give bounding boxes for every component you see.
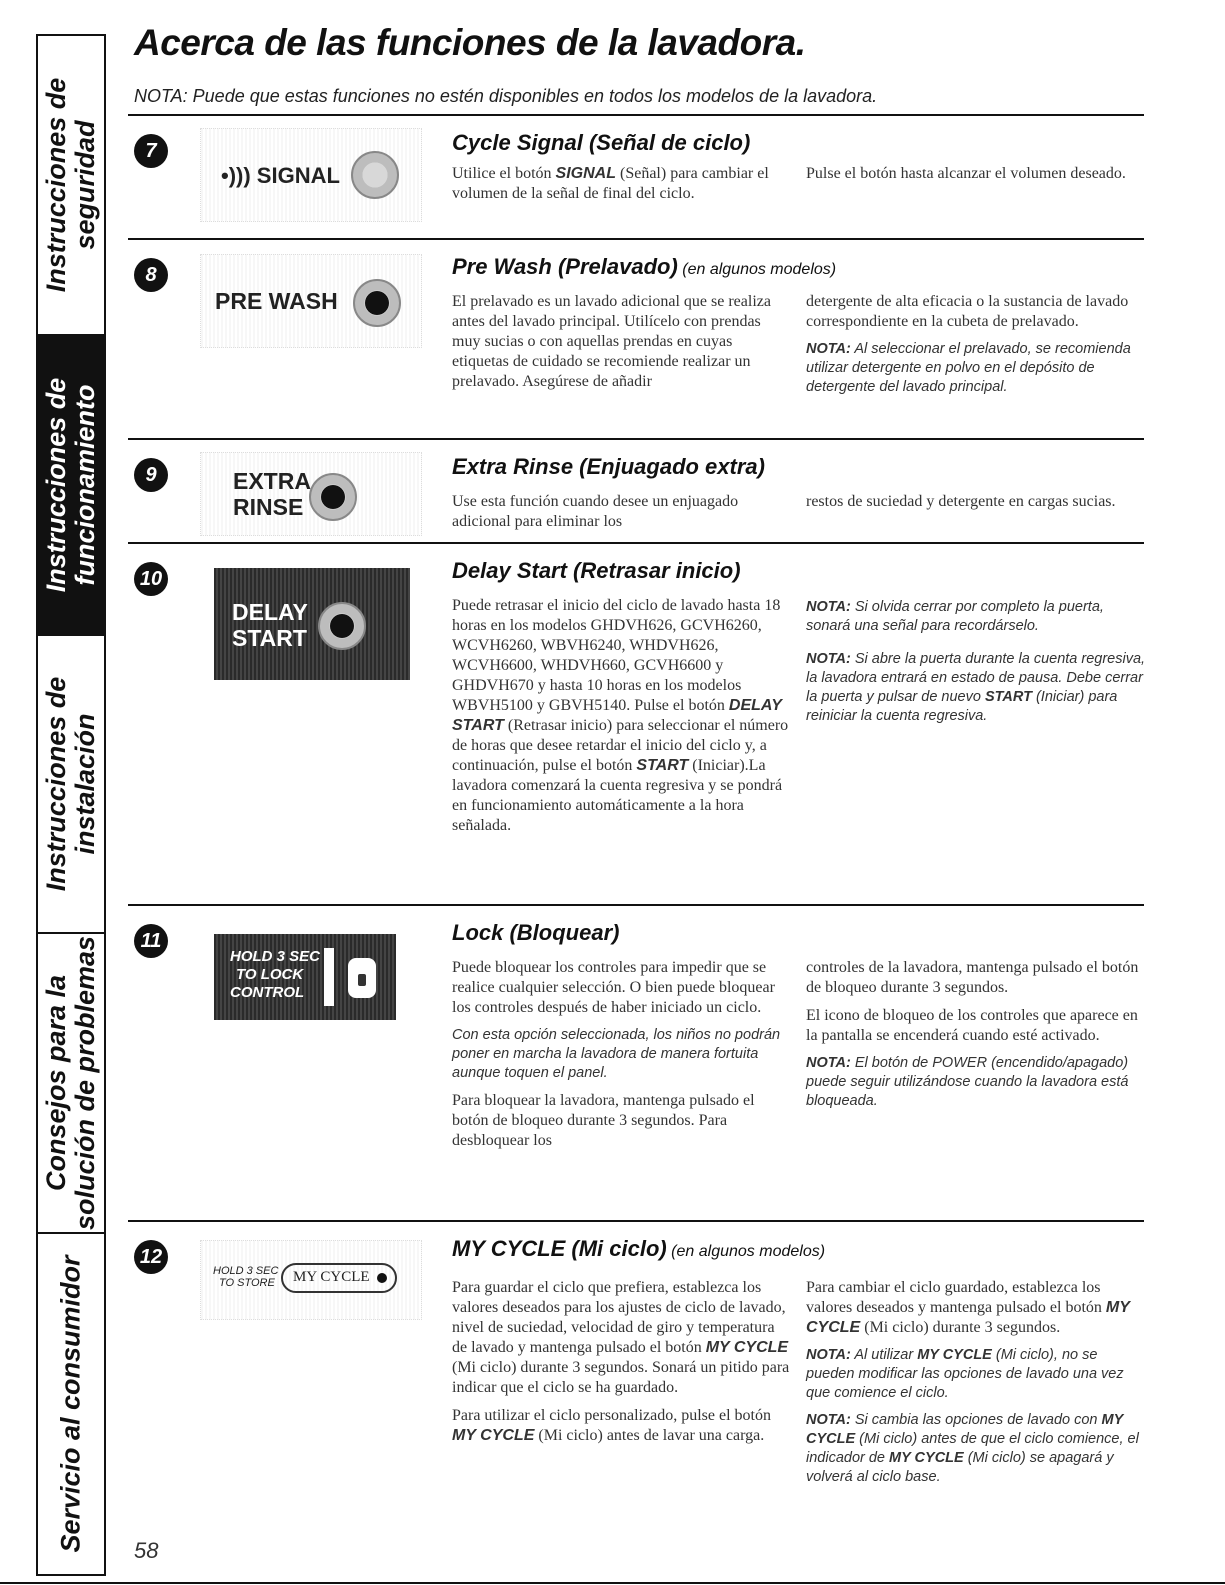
prewash-button-panel — [200, 254, 422, 348]
note — [806, 1054, 1146, 1111]
extrarinse-button-panel — [200, 452, 422, 536]
text: Para utilizar el ciclo personalizado, pulse el botón — [452, 1407, 771, 1424]
text: controles de la lavadora, mantenga pulsado el botón de bloqueo durante 3 segundos. — [806, 959, 1139, 996]
signal-button-label: •))) SIGNAL — [221, 163, 340, 188]
note — [806, 1411, 1146, 1487]
bottom-rule — [0, 1582, 1225, 1584]
tab-operating[interactable] — [38, 336, 104, 636]
note — [806, 650, 1146, 726]
mycycle-small-line2: TO STORE — [219, 1277, 275, 1289]
text: El prelavado es un lavado adicional que se realiza antes del lavado principal. Utilícelo con prendas muy sucias o con aquellas prendas en cuyas etiquetas de cuidado se recomiende realizar un prelavado. Asegúrese de añadir — [452, 293, 771, 390]
section-title — [452, 254, 836, 280]
text: Puede retrasar el inicio del ciclo de lavado hasta 18 horas en los modelos GHDVH626, GCVH6260, WCVH6260, WBVH6240, WHDVH626, WCVH6600, WHDVH660, GCVH6600 y GHDVH670 y hasta 10 horas en los modelos WBVH5100 y GBVH5140. Pulse el botón — [452, 597, 781, 714]
prewash-button-label: PRE WASH — [215, 288, 338, 314]
text: El icono de bloqueo de los controles que aparece en la pantalla se encenderá cuando esté activado. — [806, 1007, 1138, 1044]
tab-installation[interactable] — [38, 636, 104, 934]
note-text: Si cambia las opciones de lavado con — [850, 1412, 1102, 1428]
section-number: 9 — [134, 458, 168, 492]
lock-button-panel — [214, 934, 396, 1020]
section-title: Delay Start (Retrasar inicio) — [452, 558, 741, 583]
text: Para bloquear la lavadora, mantenga pulsado el botón de bloqueo durante 3 segundos. Para desbloquear los — [452, 1092, 755, 1149]
note — [806, 340, 1146, 397]
key-mycycle: MY CYCLE — [705, 1339, 789, 1356]
note-text: (Iniciar) para reiniciar la cuenta regresiva. — [806, 689, 1118, 724]
section-prewash — [128, 238, 1144, 440]
prewash-button-icon — [353, 279, 401, 327]
title-text: MY CYCLE (Mi ciclo) — [452, 1236, 667, 1261]
section-text-right — [806, 598, 1146, 734]
section-text-left — [452, 164, 792, 212]
mycycle-small-line1: HOLD 3 SEC — [213, 1265, 279, 1277]
section-number: 12 — [134, 1240, 168, 1274]
text: Pulse el botón hasta alcanzar el volumen deseado. — [806, 165, 1126, 182]
section-mycycle — [128, 1220, 1144, 1562]
tab-operating-line2: funcionamiento — [70, 384, 100, 586]
text: (Iniciar).La lavadora comenzará la cuenta regresiva y se pondrá en funcionamiento automáticamente a la hora señalada. — [452, 757, 783, 834]
note-text: Si olvida cerrar por completo la puerta, sonará una señal para recordárselo. — [806, 599, 1104, 634]
extrarinse-button-icon — [309, 473, 357, 521]
section-text-left — [452, 292, 792, 400]
text: Puede bloquear los controles para impedir que se realice cualquier selección. O bien puede bloquear los controles después de haber iniciado un ciclo. — [452, 959, 775, 1016]
section-title: Cycle Signal (Señal de ciclo) — [452, 130, 751, 155]
note-text: Al utilizar — [850, 1347, 918, 1363]
section-number: 7 — [134, 134, 168, 168]
text: restos de suciedad y detergente en cargas sucias. — [806, 493, 1116, 510]
title-text: Pre Wash (Prelavado) — [452, 254, 678, 279]
section-text-right — [806, 958, 1146, 1119]
section-title: Extra Rinse (Enjuagado extra) — [452, 454, 765, 479]
note-label: NOTA: — [806, 651, 851, 667]
text: Use esta función cuando desee un enjuagado adicional para eliminar los — [452, 493, 739, 530]
text: detergente de alta eficacia o la sustancia de lavado correspondiente en la cubeta de prelavado. — [806, 293, 1129, 330]
key-signal: SIGNAL — [555, 165, 616, 182]
text: (Mi ciclo) antes de lavar una carga. — [534, 1427, 765, 1444]
note-label: NOTA: — [806, 599, 851, 615]
note — [806, 1346, 1146, 1403]
note-label: NOTA: — [806, 1055, 851, 1071]
tab-troubleshooting-line2: solución de problemas — [70, 935, 100, 1231]
delay-button-icon — [318, 602, 366, 650]
delay-button-panel — [214, 568, 410, 680]
tab-troubleshooting[interactable] — [38, 934, 104, 1234]
section-text-right — [806, 292, 1146, 405]
key-start: START — [636, 757, 689, 774]
key-delay-start: DELAY START — [452, 697, 782, 734]
mycycle-button-panel — [200, 1240, 422, 1320]
note — [806, 598, 1146, 636]
tab-installation-line1: Instrucciones de — [41, 676, 71, 892]
tab-troubleshooting-line1: Consejos para la — [41, 974, 71, 1192]
lock-divider — [324, 948, 334, 1006]
note-text: (Mi ciclo) antes de que el ciclo comience, el indicador de — [806, 1431, 1139, 1466]
text: (Señal) para cambiar el volumen de la señal de final del ciclo. — [452, 165, 769, 202]
title-sub: (en algunos modelos) — [677, 261, 837, 278]
key-mycycle: MY CYCLE — [917, 1347, 992, 1363]
lock-label-line1: HOLD 3 SEC — [230, 948, 321, 965]
note-label: NOTA: — [806, 1347, 851, 1363]
text: Para cambiar el ciclo guardado, establezca los valores deseados y mantenga pulsado el botón — [806, 1279, 1106, 1316]
mycycle-button-label: MY CYCLE — [293, 1269, 370, 1285]
signal-button-icon — [351, 151, 399, 199]
section-text-left — [452, 1278, 792, 1454]
key-mycycle: MY CYCLE — [452, 1427, 535, 1444]
section-number: 10 — [134, 562, 168, 596]
tab-consumer-service[interactable] — [38, 1234, 104, 1574]
section-title — [452, 1236, 825, 1262]
key-start: START — [984, 689, 1032, 705]
note-text: (Mi ciclo) se apagará y volverá al ciclo base. — [806, 1450, 1114, 1485]
note-text: Al seleccionar el prelavado, se recomienda utilizar detergente en polvo en el depósito de detergente del lavado principal. — [806, 341, 1131, 395]
sidebar-tabs — [36, 34, 106, 1576]
title-sub: (en algunos modelos) — [666, 1243, 826, 1260]
text: Utilice el botón — [452, 165, 556, 182]
note-text: El botón de POWER (encendido/apagado) puede seguir utilizándose cuando la lavadora está bloqueada. — [806, 1055, 1129, 1109]
text: Para guardar el ciclo que prefiera, establezca los valores deseados para los ajustes de ciclo de lavado, nivel de suciedad, velocidad de giro y temperatura de lavado y mantenga pulsado el botón — [452, 1279, 786, 1356]
page-title: Acerca de las funciones de la lavadora. — [134, 22, 806, 63]
delay-label-line1: DELAY — [232, 599, 308, 625]
mycycle-button[interactable] — [281, 1263, 397, 1293]
section-text-left — [452, 958, 792, 1159]
lock-label-line3: CONTROL — [230, 984, 305, 1001]
lock-icon — [348, 958, 376, 998]
section-text-right — [806, 164, 1146, 192]
note-label: NOTA: — [806, 1412, 851, 1428]
note-text: (Mi ciclo), no se pueden modificar las opciones de lavado una vez que comience el ciclo. — [806, 1347, 1124, 1401]
key-mycycle: MY CYCLE — [806, 1412, 1124, 1447]
section-number: 8 — [134, 258, 168, 292]
tab-safety-line2: seguridad — [70, 120, 100, 250]
tab-safety-line1: Instrucciones de — [41, 77, 71, 293]
mycycle-indicator-icon — [377, 1273, 387, 1283]
tab-consumer-service-line1: Servicio al consumidor — [55, 1255, 86, 1553]
section-text-right — [806, 1278, 1146, 1495]
tab-safety[interactable] — [38, 36, 104, 336]
text: (Mi ciclo) durante 3 segundos. Sonará un pitido para indicar que el ciclo se ha guardado. — [452, 1359, 790, 1396]
section-text-left — [452, 596, 792, 844]
text: (Retrasar inicio) para seleccionar el número de horas que desee retardar el inicio del ciclo y, a continuación, pulse el botón — [452, 717, 789, 774]
note-text: Si abre la puerta durante la cuenta regresiva, la lavadora entrará en estado de pausa. Debe cerrar la puerta y pulsar de nuevo — [806, 651, 1146, 705]
section-extrarinse — [128, 438, 1144, 544]
page-number: 58 — [134, 1538, 159, 1563]
section-text-left — [452, 492, 792, 540]
section-lock — [128, 904, 1144, 1222]
delay-label-line2: START — [232, 625, 307, 651]
section-signal — [128, 114, 1144, 240]
tab-installation-line2: instalación — [70, 713, 100, 855]
page-note: NOTA: Puede que estas funciones no estén disponibles en todos los modelos de la lavadora. — [134, 86, 878, 106]
signal-button-panel — [200, 128, 422, 222]
section-title: Lock (Bloquear) — [452, 920, 620, 945]
text: (Mi ciclo) durante 3 segundos. — [860, 1319, 1061, 1336]
section-text-right — [806, 492, 1146, 520]
extrarinse-label-line2: RINSE — [233, 494, 304, 520]
section-delay — [128, 542, 1144, 906]
tab-operating-line1: Instrucciones de — [41, 377, 71, 593]
italic-text: Con esta opción seleccionada, los niños no podrán poner en marcha la lavadora de manera fortuita aunque toquen el panel. — [452, 1027, 781, 1081]
key-mycycle: MY CYCLE — [806, 1299, 1130, 1336]
key-mycycle: MY CYCLE — [889, 1450, 964, 1466]
lock-label-line2: TO LOCK — [236, 966, 304, 983]
extrarinse-label-line1: EXTRA — [233, 468, 311, 494]
note-label: NOTA: — [806, 341, 851, 357]
section-number: 11 — [134, 924, 168, 958]
